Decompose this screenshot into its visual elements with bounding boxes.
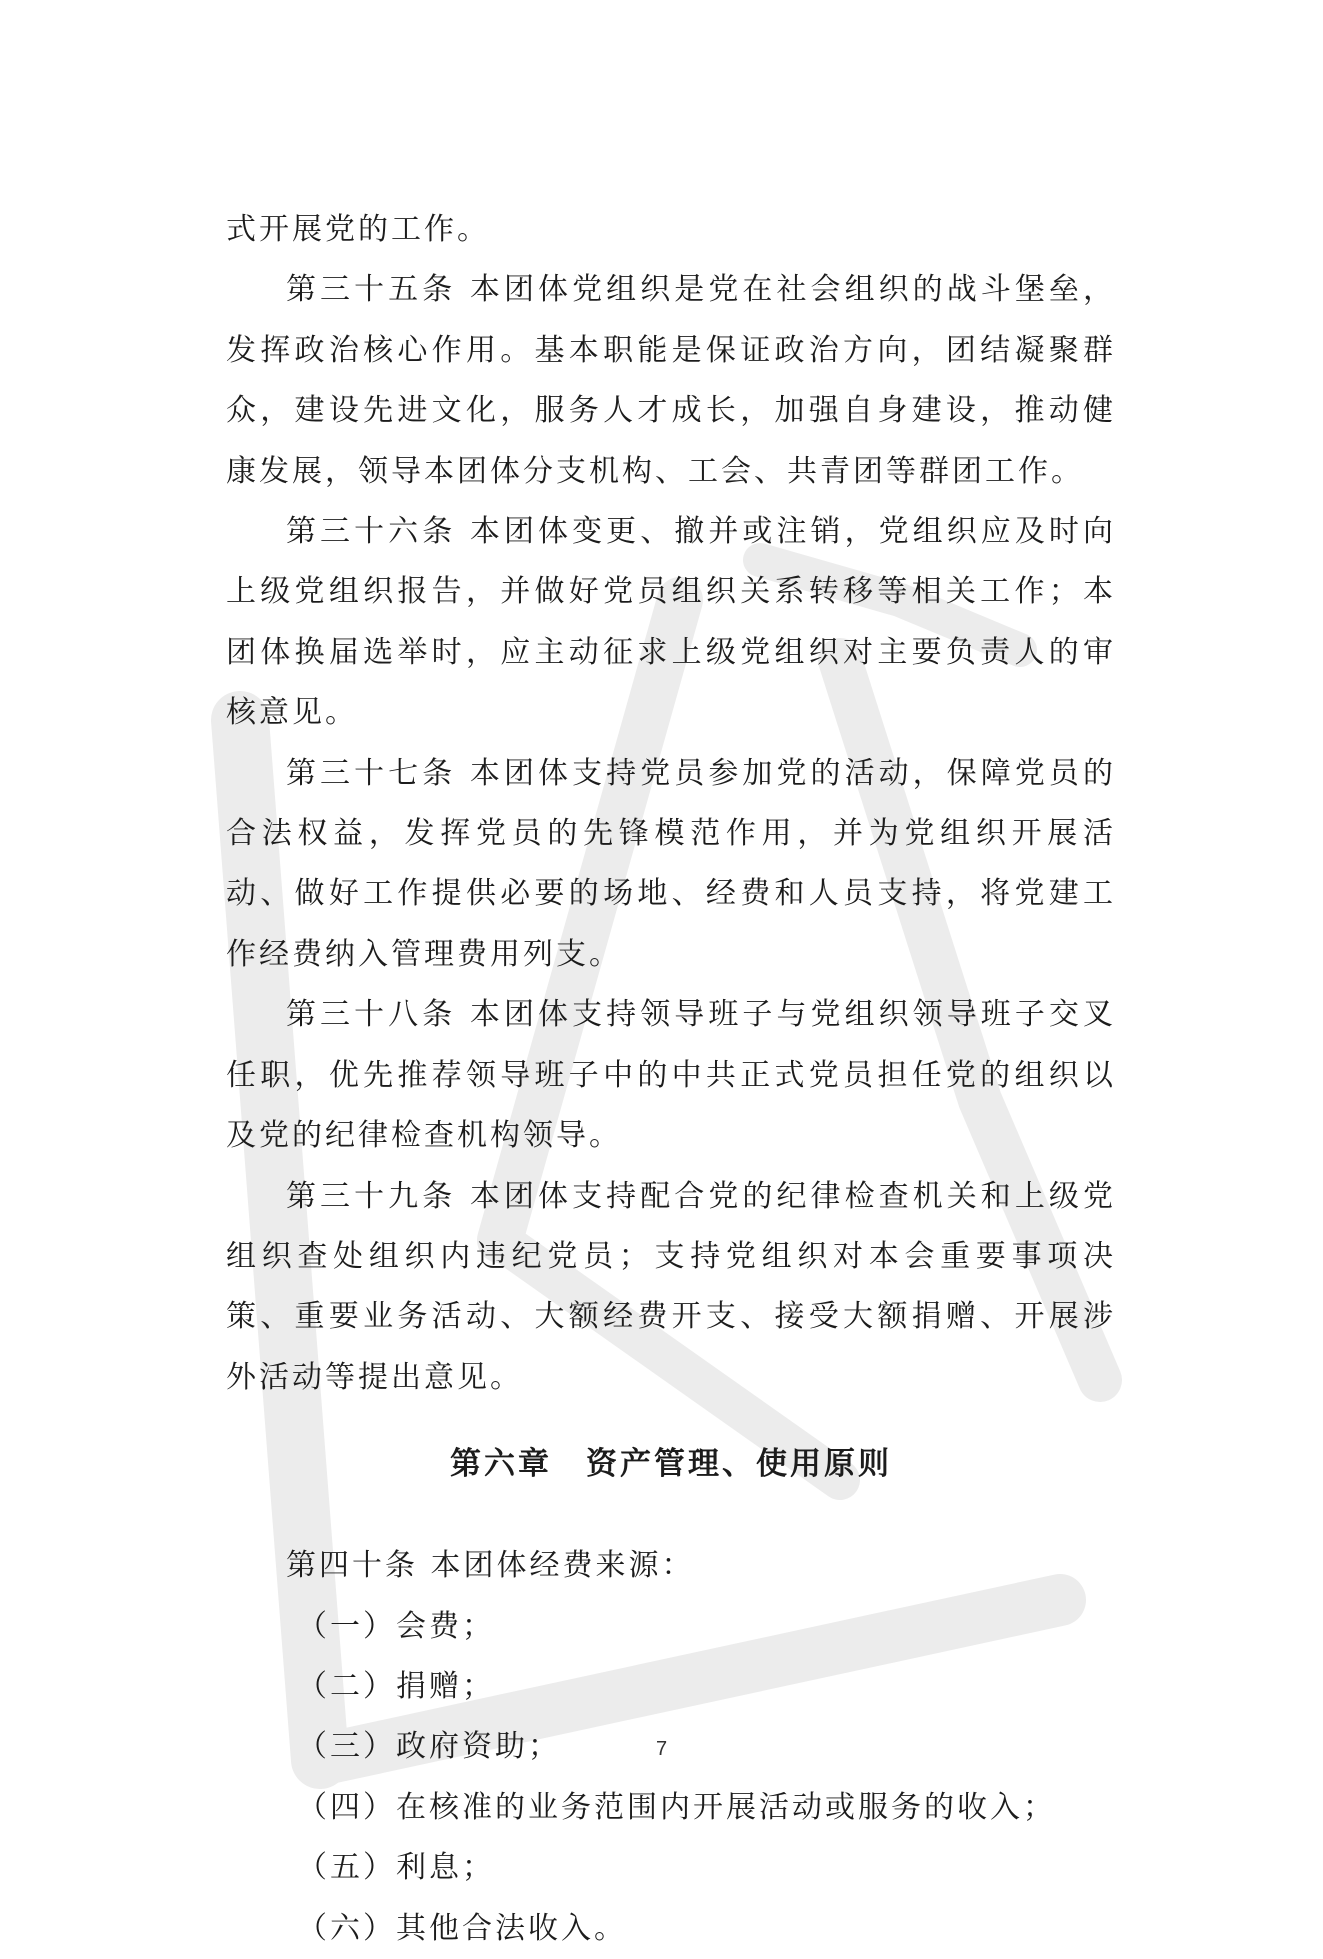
list-item: （六）其他合法收入。	[297, 1910, 627, 1946]
article-38-paragraph: 第三十八条 本团体支持领导班子与党组织领导班子交叉任职，优先推荐领导班子中的中共正式党员担任党的组织以及党的纪律检查机构领导。	[226, 997, 1116, 1154]
list-item: （一）会费；	[297, 1608, 495, 1644]
article-36-paragraph: 第三十六条 本团体变更、撤并或注销，党组织应及时向上级党组织报告，并做好党员组织关系转移等相关工作；本团体换届选举时，应主动征求上级党组织对主要负责人的审核意见。	[226, 514, 1116, 731]
list-item: （五）利息；	[297, 1850, 495, 1886]
article-37-paragraph: 第三十七条 本团体支持党员参加党的活动，保障党员的合法权益，发挥党员的先锋模范作用，并为党组织开展活动、做好工作提供必要的场地、经费和人员支持，将党建工作经费纳入管理费用列支。	[226, 755, 1116, 972]
paragraph-continuation: 式开展党的工作。	[226, 212, 490, 247]
page-number: 7	[655, 1738, 668, 1760]
funding-sources-list	[226, 1597, 1116, 1959]
list-item: （二）捐赠；	[297, 1668, 495, 1704]
list-item: （三）政府资助；	[297, 1729, 561, 1765]
articles-section	[226, 200, 1116, 1408]
article-40-intro: 第四十条 本团体经费来源：	[286, 1548, 695, 1584]
article-35-paragraph: 第三十五条 本团体党组织是党在社会组织的战斗堡垒，发挥政治核心作用。基本职能是保证政治方向，团结凝聚群众，建设先进文化，服务人才成长，加强自身建设，推动健康发展，领导本团体分支机构、工会、共青团等群团工作。	[226, 272, 1116, 489]
article-39-paragraph: 第三十九条 本团体支持配合党的纪律检查机关和上级党组织查处组织内违纪党员；支持党组织对本会重要事项决策、重要业务活动、大额经费开支、接受大额捐赠、开展涉外活动等提出意见。	[226, 1178, 1116, 1395]
chapter-heading: 第六章 资产管理、使用原则	[450, 1446, 892, 1483]
document-body	[226, 200, 1116, 1959]
list-item: （四）在核准的业务范围内开展活动或服务的收入；	[297, 1789, 1056, 1825]
